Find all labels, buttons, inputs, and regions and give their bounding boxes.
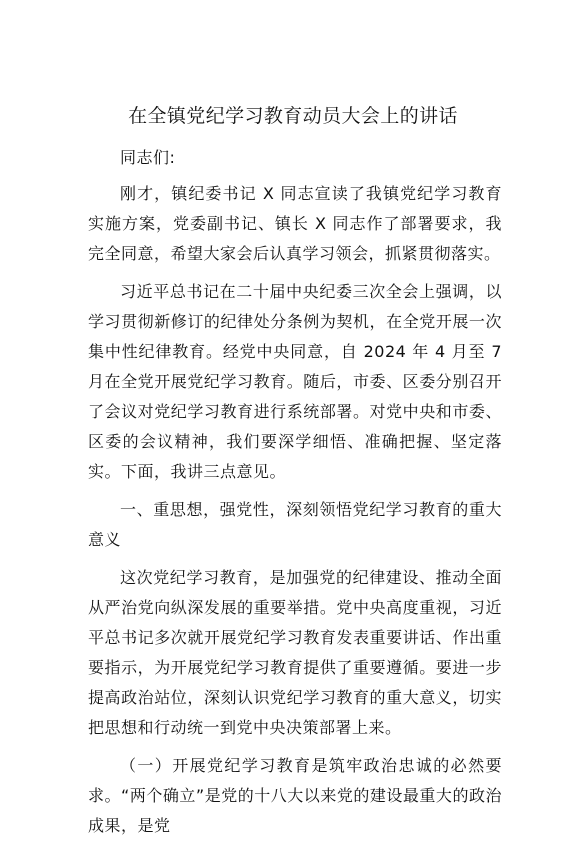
paragraph-background: 习近平总书记在二十届中央纪委三次全会上强调，以学习贯彻新修订的纪律处分条例为契机，在全党开展一次集中性纪律教育。经党中央同意，自 2024 年 4 月至 7 月在全党开展党纪学习教育。随后，市委、区委分别召开了会议对党纪学习教育进行系统部署。对党中央和市委、区委的会议精神，我们要深学细悟、准确把握、坚定落实。下面，我讲三点意见。 [88,282,502,481]
subsection-paragraph-1: （一）开展党纪学习教育是筑牢政治忠诚的必然要求。“两个确立”是党的十八大以来党的建设最重大的政治成果，是党 [88,756,502,835]
salutation: 同志们: [120,148,176,167]
section-heading-1: 一、重思想，强党性，深刻领悟党纪学习教育的重大意义 [88,500,502,549]
document-title: 在全镇党纪学习教育动员大会上的讲话 [128,105,458,127]
section-paragraph-1: 这次党纪学习教育，是加强党的纪律建设、推动全面从严治党向纵深发展的重要举措。党中央高度重视，习近平总书记多次就开展党纪学习教育发表重要讲话、作出重要指示，为开展党纪学习教育提供了重要遵循。要进一步提高政治站位，深刻认识党纪学习教育的重大意义，切实把思想和行动统一到党中央决策部署上来。 [88,568,502,737]
document-body [88,143,502,849]
paragraph-opening: 刚才，镇纪委书记 X 同志宣读了我镇党纪学习教育实施方案，党委副书记、镇长 X 同志作了部署要求，我完全同意，希望大家会后认真学习领会，抓紧贯彻落实。 [88,184,502,263]
